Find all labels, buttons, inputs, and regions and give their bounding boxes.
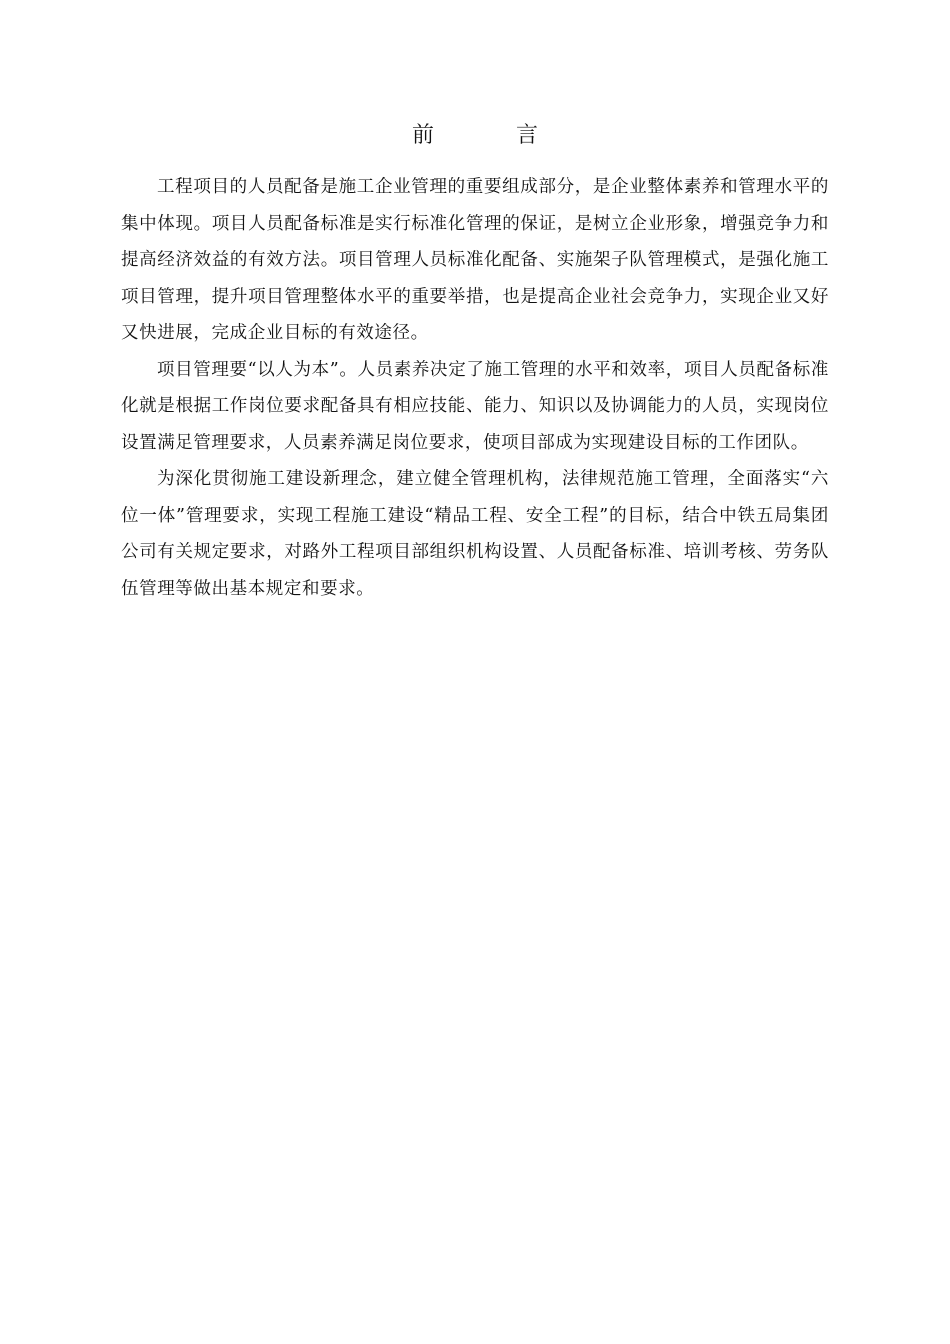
- paragraph-1: 工程项目的人员配备是施工企业管理的重要组成部分，是企业整体素养和管理水平的集中体现。项目人员配备标准是实行标准化管理的保证，是树立企业形象，增强竞争力和提高经济效益的有效方法。项目管理人员标准化配备、实施架子队管理模式，是强化施工项目管理，提升项目管理整体水平的重要举措，也是提高企业社会竞争力，实现企业又好又快进展，完成企业目标的有效途径。: [121, 177, 829, 343]
- paragraph-3: 为深化贯彻施工建设新理念，建立健全管理机构，法律规范施工管理，全面落实“六位一体”管理要求，实现工程施工建设“精品工程、安全工程”的目标，结合中铁五局集团公司有关规定要求，对路外工程项目部组织机构设置、人员配备标准、培训考核、劳务队伍管理等做出基本规定和要求。: [121, 469, 829, 599]
- body-text: [121, 169, 829, 607]
- page-title: 前 言: [411, 123, 568, 148]
- paragraph-2: 项目管理要“以人为本”。人员素养决定了施工管理的水平和效率，项目人员配备标准化就是根据工作岗位要求配备具有相应技能、能力、知识以及协调能力的人员，实现岗位设置满足管理要求，人员素养满足岗位要求，使项目部成为实现建设目标的工作团队。: [121, 359, 829, 453]
